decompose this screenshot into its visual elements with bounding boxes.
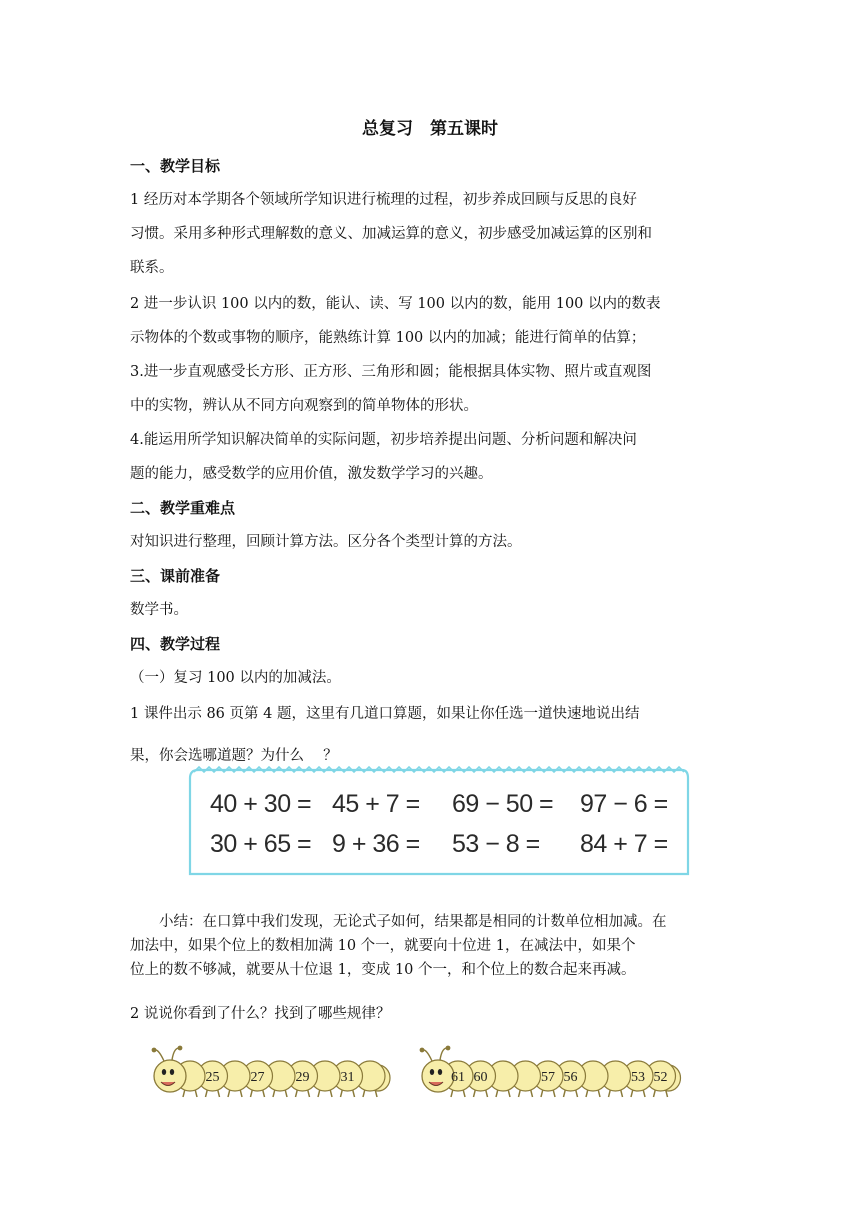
equation-1-1: 40 + 30 = xyxy=(210,790,312,818)
caterpillar-left-image xyxy=(150,1044,400,1108)
section-heading-process: 四、教学过程 xyxy=(130,635,221,653)
caterpillar-antennae xyxy=(154,1048,180,1061)
caterpillar-number: 61 xyxy=(451,1070,465,1085)
caterpillar-number: 27 xyxy=(250,1070,265,1085)
section-heading-difficulty: 二、教学重难点 xyxy=(130,499,236,517)
page-title: 总复习 第五课时 xyxy=(362,119,498,139)
summary-line-2: 加法中，如果个位上的数相加满 10 个一，就要向十位进 1，在减法中，如果个 xyxy=(130,938,636,954)
caterpillar-antenna-tip xyxy=(420,1048,425,1053)
caterpillar-eye xyxy=(162,1069,166,1075)
caterpillar-number: 57 xyxy=(541,1070,555,1085)
caterpillar-number: 56 xyxy=(563,1070,578,1085)
equation-card xyxy=(186,764,692,880)
equation-2-1: 30 + 65 = xyxy=(210,830,312,858)
caterpillar-antenna-tip xyxy=(446,1046,451,1051)
equation-2-4: 84 + 7 = xyxy=(580,830,668,858)
equation-1-2: 45 + 7 = xyxy=(332,790,420,818)
summary-line-1: 小结：在口算中我们发现，无论式子如何，结果都是相同的计数单位相加减。在 xyxy=(130,914,667,930)
question-2: 2 说说你看到了什么？找到了哪些规律？ xyxy=(130,1006,391,1022)
caterpillar-number: 52 xyxy=(653,1070,668,1085)
caterpillar-number: 29 xyxy=(295,1070,310,1085)
equation-card-zigzag xyxy=(186,764,692,784)
goal-3-line-2: 中的实物，辨认从不同方向观察到的简单物体的形状。 xyxy=(130,398,478,414)
summary-line-3: 位上的数不够减，就要从十位退 1，变成 10 个一，和个位上的数合起来再减。 xyxy=(130,962,636,978)
section-heading-prep: 三、课前准备 xyxy=(130,567,221,585)
caterpillar-right-image xyxy=(418,1044,718,1108)
goal-3-line-1: 3.进一步直观感受长方形、正方形、三角形和圆；能根据具体实物、照片或直观图 xyxy=(130,364,652,380)
caterpillar-number: 31 xyxy=(340,1070,355,1085)
difficulty-text: 对知识进行整理，回顾计算方法。区分各个类型计算的方法。 xyxy=(130,534,522,550)
equation-2-3: 53 − 8 = xyxy=(452,830,540,858)
caterpillar-head xyxy=(422,1060,454,1092)
goal-4-line-2: 题的能力，感受数学的应用价值，激发数学学习的兴趣。 xyxy=(130,466,493,482)
goal-2-line-1: 2 进一步认识 100 以内的数，能认、读、写 100 以内的数，能用 100 以内的数表 xyxy=(130,296,661,312)
equation-1-3: 69 − 50 = xyxy=(452,790,554,818)
caterpillar-number: 60 xyxy=(473,1070,488,1085)
goal-1-line-1: 1 经历对本学期各个领域所学知识进行梳理的过程，初步养成回顾与反思的良好 xyxy=(130,192,637,208)
caterpillar-antenna-tip xyxy=(152,1048,157,1053)
caterpillar-number: 25 xyxy=(205,1070,220,1085)
caterpillar-number: 53 xyxy=(631,1070,645,1085)
question-1-line-2: 果，你会选哪道题？为什么 ？ xyxy=(130,748,338,764)
equation-1-4: 97 − 6 = xyxy=(580,790,668,818)
caterpillar-eye xyxy=(430,1069,434,1075)
goal-2-line-2: 示物体的个数或事物的顺序，能熟练计算 100 以内的加减；能进行简单的估算； xyxy=(130,330,646,346)
caterpillar-head xyxy=(154,1060,186,1092)
equation-2-2: 9 + 36 = xyxy=(332,830,420,858)
prep-text: 数学书。 xyxy=(130,602,188,618)
goal-1-line-3: 联系。 xyxy=(130,260,174,276)
process-step-1: （一）复习 100 以内的加减法。 xyxy=(130,670,341,686)
caterpillar-antennae xyxy=(422,1048,448,1061)
caterpillar-eye xyxy=(170,1069,174,1075)
question-1-line-1: 1 课件出示 86 页第 4 题，这里有几道口算题，如果让你任选一道快速地说出结 xyxy=(130,706,640,722)
caterpillar-antenna-tip xyxy=(178,1046,183,1051)
goal-4-line-1: 4.能运用所学知识解决简单的实际问题，初步培养提出问题、分析问题和解决问 xyxy=(130,432,637,448)
section-heading-goals: 一、教学目标 xyxy=(130,157,221,175)
goal-1-line-2: 习惯。采用多种形式理解数的意义、加减运算的意义，初步感受加减运算的区别和 xyxy=(130,226,652,242)
caterpillar-eye xyxy=(438,1069,442,1075)
